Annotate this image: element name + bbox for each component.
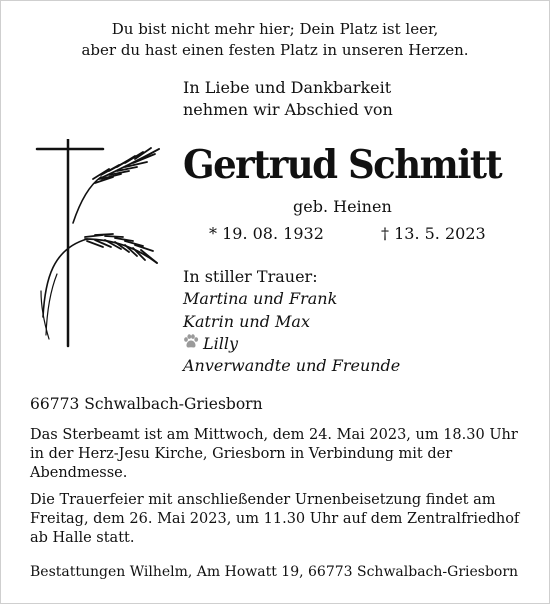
intro-line-1: In Liebe und Dankbarkeit <box>183 78 392 97</box>
motto-line-2: aber du hast einen festen Platz in unseren Herzen. <box>81 41 469 59</box>
mourner-item: Anverwandte und Freunde <box>183 356 401 375</box>
death-date: † 13. 5. 2023 <box>381 224 486 243</box>
funeral-info: Die Trauerfeier mit anschließender Urnenbeisetzung findet am Freitag, dem 26. Mai 2023, um 11.30 Uhr auf dem Zentralfriedhof ab Halle statt. <box>30 492 520 546</box>
requiem-info: Das Sterbeamt ist am Mittwoch, dem 24. Mai 2023, um 18.30 Uhr in der Herz-Jesu Kirche, Griesborn in Verbindung mit der Abendmesse. <box>30 427 518 481</box>
mourner-item: Katrin und Max <box>183 312 310 331</box>
maiden-name: geb. Heinen <box>293 197 392 216</box>
mourner-item-label: Lilly <box>203 334 239 353</box>
mourner-item-pet <box>183 334 238 353</box>
cross-with-wheat-icon <box>29 139 164 349</box>
mourner-item: Martina und Frank <box>183 289 338 308</box>
intro-line-2: nehmen wir Abschied von <box>183 100 393 119</box>
birth-date: * 19. 08. 1932 <box>209 224 324 243</box>
motto-line-1: Du bist nicht mehr hier; Dein Platz ist leer, <box>111 20 439 38</box>
mourners-heading: In stiller Trauer: <box>183 267 318 286</box>
paw-icon <box>183 334 203 353</box>
location: 66773 Schwalbach-Griesborn <box>30 395 263 413</box>
deceased-name: Gertrud Schmitt <box>183 142 502 188</box>
undertaker-info: Bestattungen Wilhelm, Am Howatt 19, 66773 Schwalbach-Griesborn <box>30 564 519 580</box>
